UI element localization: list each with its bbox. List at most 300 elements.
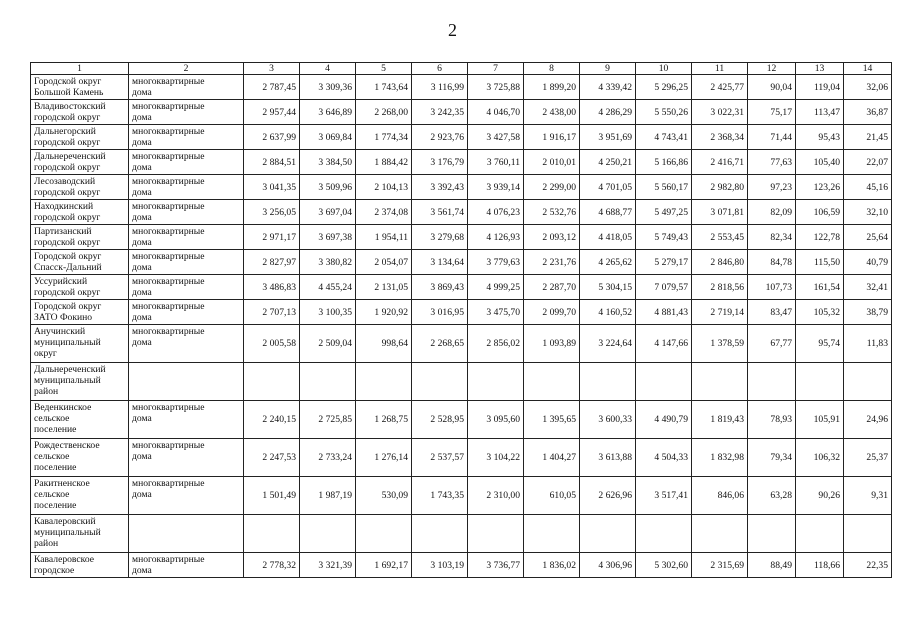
value-cell: 2 537,57 [412, 439, 468, 477]
value-cell: 2 827,97 [244, 250, 300, 275]
value-cell: 5 560,17 [636, 175, 692, 200]
value-cell: 3 736,77 [468, 553, 524, 578]
value-cell: 4 250,21 [580, 150, 636, 175]
municipality-name-cell [31, 200, 129, 225]
value-cell: 67,77 [748, 325, 796, 363]
municipality-name-line: городской округ [34, 137, 101, 148]
table-row [31, 175, 892, 200]
value-cell: 2 778,32 [244, 553, 300, 578]
value-cell: 5 166,86 [636, 150, 692, 175]
housing-type-line: дома [132, 212, 152, 223]
value-cell: 3 022,31 [692, 100, 748, 125]
value-cell: 78,93 [748, 401, 796, 439]
value-cell: 3 646,89 [300, 100, 356, 125]
value-cell: 32,41 [844, 275, 892, 300]
housing-type-line: дома [132, 451, 152, 462]
housing-type-cell [129, 100, 244, 125]
value-cell: 1 692,17 [356, 553, 412, 578]
value-cell: 119,04 [796, 75, 844, 100]
value-cell: 2 982,80 [692, 175, 748, 200]
housing-type-line: многоквартирные [132, 226, 205, 237]
housing-type-cell [129, 439, 244, 477]
value-cell: 4 701,05 [580, 175, 636, 200]
value-cell: 3 279,68 [412, 225, 468, 250]
value-cell: 3 071,81 [692, 200, 748, 225]
municipality-name-line: Кавалеровское [34, 554, 94, 565]
housing-type-line: дома [132, 312, 152, 323]
table-row [31, 225, 892, 250]
value-cell: 3 869,43 [412, 275, 468, 300]
value-cell [300, 363, 356, 401]
value-cell: 998,64 [356, 325, 412, 363]
value-cell: 3 779,63 [468, 250, 524, 275]
value-cell: 97,23 [748, 175, 796, 200]
housing-type-cell [129, 125, 244, 150]
value-cell: 1 832,98 [692, 439, 748, 477]
value-cell: 1 774,34 [356, 125, 412, 150]
housing-type-line: многоквартирные [132, 301, 205, 312]
municipality-name-line: ЗАТО Фокино [34, 312, 93, 323]
value-cell: 2 707,13 [244, 300, 300, 325]
municipality-name-line: поселение [34, 424, 77, 435]
table-row [31, 100, 892, 125]
housing-type-line: дома [132, 187, 152, 198]
value-cell: 3 100,35 [300, 300, 356, 325]
value-cell: 2 240,15 [244, 401, 300, 439]
municipality-name-line: городской округ [34, 162, 101, 173]
value-cell: 4 306,96 [580, 553, 636, 578]
housing-type-line: дома [132, 87, 152, 98]
value-cell: 90,26 [796, 477, 844, 515]
value-cell: 105,40 [796, 150, 844, 175]
value-cell: 2 099,70 [524, 300, 580, 325]
value-cell: 5 497,25 [636, 200, 692, 225]
value-cell: 2 416,71 [692, 150, 748, 175]
value-cell: 3 427,58 [468, 125, 524, 150]
column-number: 2 [129, 63, 244, 75]
value-cell: 610,05 [524, 477, 580, 515]
municipality-name-line: Рождественское [34, 440, 100, 451]
housing-type-line: дома [132, 262, 152, 273]
value-cell: 38,79 [844, 300, 892, 325]
value-cell: 4 743,41 [636, 125, 692, 150]
value-cell: 1 743,35 [412, 477, 468, 515]
value-cell: 3 256,05 [244, 200, 300, 225]
value-cell: 3 939,14 [468, 175, 524, 200]
value-cell: 7 079,57 [636, 275, 692, 300]
housing-type-line: многоквартирные [132, 151, 205, 162]
value-cell: 3 104,22 [468, 439, 524, 477]
housing-type-line: многоквартирные [132, 126, 205, 137]
value-cell: 2 719,14 [692, 300, 748, 325]
value-cell: 4 688,77 [580, 200, 636, 225]
table-row [31, 300, 892, 325]
housing-type-cell [129, 553, 244, 578]
value-cell: 105,91 [796, 401, 844, 439]
municipality-name-line: городское [34, 565, 75, 576]
value-cell: 2 268,00 [356, 100, 412, 125]
housing-type-line: многоквартирные [132, 478, 205, 489]
column-number-row [31, 63, 892, 75]
housing-type-cell [129, 150, 244, 175]
housing-type-cell [129, 363, 244, 401]
municipality-name-cell [31, 150, 129, 175]
value-cell: 3 697,04 [300, 200, 356, 225]
value-cell: 3 242,35 [412, 100, 468, 125]
column-number: 11 [692, 63, 748, 75]
municipality-name-line: сельское [34, 489, 70, 500]
municipality-name-cell [31, 515, 129, 553]
value-cell: 71,44 [748, 125, 796, 150]
municipality-name-line: Кавалеровский [34, 516, 96, 527]
value-cell: 2 093,12 [524, 225, 580, 250]
value-cell: 95,43 [796, 125, 844, 150]
value-cell: 21,45 [844, 125, 892, 150]
table-row [31, 75, 892, 100]
value-cell [636, 363, 692, 401]
value-cell: 3 041,35 [244, 175, 300, 200]
value-cell [412, 515, 468, 553]
value-cell: 2 725,85 [300, 401, 356, 439]
municipality-name-line: сельское [34, 413, 70, 424]
value-cell: 1 268,75 [356, 401, 412, 439]
value-cell: 105,32 [796, 300, 844, 325]
value-cell: 83,47 [748, 300, 796, 325]
value-cell: 4 881,43 [636, 300, 692, 325]
value-cell: 2 425,77 [692, 75, 748, 100]
municipality-name-line: Спасск-Дальний [34, 262, 102, 273]
column-number: 7 [468, 63, 524, 75]
value-cell: 2 299,00 [524, 175, 580, 200]
housing-type-line: дома [132, 413, 152, 424]
value-cell [748, 515, 796, 553]
housing-type-cell [129, 515, 244, 553]
housing-type-line: многоквартирные [132, 201, 205, 212]
housing-type-line: многоквартирные [132, 101, 205, 112]
column-number: 4 [300, 63, 356, 75]
value-cell: 2 626,96 [580, 477, 636, 515]
municipality-name-line: округ [34, 348, 57, 359]
value-cell: 3 760,11 [468, 150, 524, 175]
housing-type-cell [129, 250, 244, 275]
value-cell [468, 515, 524, 553]
municipality-name-line: Дальнереченский [34, 364, 106, 375]
value-cell [356, 363, 412, 401]
value-cell: 4 160,52 [580, 300, 636, 325]
value-cell: 5 304,15 [580, 275, 636, 300]
table-row [31, 200, 892, 225]
value-cell: 45,16 [844, 175, 892, 200]
value-cell: 2 957,44 [244, 100, 300, 125]
housing-type-cell [129, 200, 244, 225]
municipality-name-line: поселение [34, 500, 77, 511]
housing-type-cell [129, 275, 244, 300]
municipality-name-cell [31, 300, 129, 325]
value-cell: 3 116,99 [412, 75, 468, 100]
value-cell: 4 455,24 [300, 275, 356, 300]
value-cell: 1 954,11 [356, 225, 412, 250]
value-cell [580, 515, 636, 553]
table-row [31, 325, 892, 363]
value-cell: 2 054,07 [356, 250, 412, 275]
column-number: 8 [524, 63, 580, 75]
value-cell: 3 134,64 [412, 250, 468, 275]
value-cell: 2 268,65 [412, 325, 468, 363]
value-cell [468, 363, 524, 401]
municipality-name-line: Городской округ [34, 76, 102, 87]
value-cell: 82,34 [748, 225, 796, 250]
housing-type-line: дома [132, 337, 152, 348]
value-cell: 3 176,79 [412, 150, 468, 175]
value-cell: 2 104,13 [356, 175, 412, 200]
value-cell [692, 363, 748, 401]
municipality-name-line: городской округ [34, 212, 101, 223]
table-row [31, 401, 892, 439]
housing-type-line: многоквартирные [132, 402, 205, 413]
value-cell: 3 600,33 [580, 401, 636, 439]
municipality-name-line: район [34, 538, 59, 549]
value-cell: 3 321,39 [300, 553, 356, 578]
value-cell [844, 363, 892, 401]
municipality-name-line: Дальнегорский [34, 126, 96, 137]
housing-type-line: дома [132, 237, 152, 248]
municipality-name-line: городской округ [34, 287, 101, 298]
value-cell: 90,04 [748, 75, 796, 100]
value-cell: 2 368,34 [692, 125, 748, 150]
value-cell: 5 279,17 [636, 250, 692, 275]
column-number: 5 [356, 63, 412, 75]
municipality-name-cell [31, 275, 129, 300]
value-cell: 118,66 [796, 553, 844, 578]
value-cell: 1 916,17 [524, 125, 580, 150]
value-cell: 82,09 [748, 200, 796, 225]
value-cell: 1 378,59 [692, 325, 748, 363]
value-cell: 2 971,17 [244, 225, 300, 250]
housing-type-cell [129, 401, 244, 439]
municipality-name-line: Находкинский [34, 201, 94, 212]
value-cell: 3 475,70 [468, 300, 524, 325]
table-row [31, 125, 892, 150]
housing-type-line: многоквартирные [132, 554, 205, 565]
value-cell: 5 550,26 [636, 100, 692, 125]
value-cell: 2 005,58 [244, 325, 300, 363]
value-cell: 1 884,42 [356, 150, 412, 175]
value-cell: 1 899,20 [524, 75, 580, 100]
municipality-name-line: муниципальный [34, 375, 101, 386]
value-cell: 1 819,43 [692, 401, 748, 439]
value-cell: 4 046,70 [468, 100, 524, 125]
value-cell: 106,59 [796, 200, 844, 225]
value-cell: 1 276,14 [356, 439, 412, 477]
value-cell: 3 224,64 [580, 325, 636, 363]
municipality-name-line: городской округ [34, 112, 101, 123]
value-cell: 84,78 [748, 250, 796, 275]
value-cell [356, 515, 412, 553]
municipality-name-line: Большой Камень [34, 87, 104, 98]
value-cell: 2 733,24 [300, 439, 356, 477]
value-cell: 3 384,50 [300, 150, 356, 175]
value-cell: 4 126,93 [468, 225, 524, 250]
municipality-name-cell [31, 553, 129, 578]
municipality-name-cell [31, 477, 129, 515]
municipality-name-line: Веденкинское [34, 402, 92, 413]
value-cell: 3 380,82 [300, 250, 356, 275]
value-cell: 1 743,64 [356, 75, 412, 100]
table-row [31, 477, 892, 515]
value-cell: 1 501,49 [244, 477, 300, 515]
housing-type-line: многоквартирные [132, 251, 205, 262]
housing-type-line: дома [132, 489, 152, 500]
value-cell: 1 093,89 [524, 325, 580, 363]
municipality-name-cell [31, 401, 129, 439]
value-cell: 36,87 [844, 100, 892, 125]
municipality-name-line: муниципальный [34, 337, 101, 348]
table-row [31, 515, 892, 553]
column-number: 14 [844, 63, 892, 75]
value-cell: 846,06 [692, 477, 748, 515]
value-cell: 106,32 [796, 439, 844, 477]
value-cell: 5 749,43 [636, 225, 692, 250]
value-cell: 4 418,05 [580, 225, 636, 250]
value-cell: 5 296,25 [636, 75, 692, 100]
value-cell: 4 286,29 [580, 100, 636, 125]
value-cell: 1 920,92 [356, 300, 412, 325]
housing-type-cell [129, 325, 244, 363]
value-cell [244, 515, 300, 553]
housing-type-line: многоквартирные [132, 326, 205, 337]
value-cell: 88,49 [748, 553, 796, 578]
housing-type-line: дома [132, 162, 152, 173]
municipality-name-line: Дальнереченский [34, 151, 106, 162]
column-number: 12 [748, 63, 796, 75]
value-cell: 4 076,23 [468, 200, 524, 225]
value-cell [300, 515, 356, 553]
value-cell: 3 103,19 [412, 553, 468, 578]
value-cell: 1 404,27 [524, 439, 580, 477]
column-number: 6 [412, 63, 468, 75]
value-cell: 25,37 [844, 439, 892, 477]
table-row [31, 150, 892, 175]
value-cell: 530,09 [356, 477, 412, 515]
value-cell: 2 231,76 [524, 250, 580, 275]
value-cell: 1 836,02 [524, 553, 580, 578]
table-body [31, 63, 892, 578]
value-cell: 3 069,84 [300, 125, 356, 150]
municipality-name-line: Партизанский [34, 226, 92, 237]
housing-type-cell [129, 300, 244, 325]
municipality-name-cell [31, 75, 129, 100]
value-cell: 3 509,96 [300, 175, 356, 200]
value-cell: 2 884,51 [244, 150, 300, 175]
value-cell: 3 517,41 [636, 477, 692, 515]
municipality-name-line: Городской округ [34, 251, 102, 262]
table-row [31, 439, 892, 477]
value-cell: 75,17 [748, 100, 796, 125]
value-cell: 123,26 [796, 175, 844, 200]
column-number: 10 [636, 63, 692, 75]
value-cell: 2 787,45 [244, 75, 300, 100]
value-cell: 4 265,62 [580, 250, 636, 275]
value-cell: 11,83 [844, 325, 892, 363]
value-cell: 22,35 [844, 553, 892, 578]
value-cell: 2 287,70 [524, 275, 580, 300]
value-cell: 3 697,38 [300, 225, 356, 250]
value-cell: 3 392,43 [412, 175, 468, 200]
value-cell: 24,96 [844, 401, 892, 439]
value-cell: 2 553,45 [692, 225, 748, 250]
value-cell: 4 999,25 [468, 275, 524, 300]
value-cell: 95,74 [796, 325, 844, 363]
value-cell [636, 515, 692, 553]
housing-type-line: многоквартирные [132, 76, 205, 87]
housing-type-cell [129, 75, 244, 100]
housing-type-line: дома [132, 112, 152, 123]
value-cell [580, 363, 636, 401]
value-cell: 4 490,79 [636, 401, 692, 439]
value-cell [844, 515, 892, 553]
value-cell [748, 363, 796, 401]
housing-type-line: дома [132, 137, 152, 148]
value-cell: 3 016,95 [412, 300, 468, 325]
table-row [31, 250, 892, 275]
value-cell [412, 363, 468, 401]
value-cell: 4 504,33 [636, 439, 692, 477]
housing-type-line: дома [132, 565, 152, 576]
housing-type-cell [129, 477, 244, 515]
value-cell: 5 302,60 [636, 553, 692, 578]
housing-type-line: многоквартирные [132, 440, 205, 451]
column-number: 1 [31, 63, 129, 75]
value-cell: 122,78 [796, 225, 844, 250]
value-cell: 1 395,65 [524, 401, 580, 439]
value-cell: 3 561,74 [412, 200, 468, 225]
value-cell: 115,50 [796, 250, 844, 275]
municipality-name-cell [31, 100, 129, 125]
municipality-name-line: Уссурийский [34, 276, 88, 287]
municipality-name-line: муниципальный [34, 527, 101, 538]
value-cell [796, 515, 844, 553]
value-cell: 2 818,56 [692, 275, 748, 300]
value-cell: 2 532,76 [524, 200, 580, 225]
municipality-name-line: сельское [34, 451, 70, 462]
data-table [30, 62, 892, 578]
value-cell: 161,54 [796, 275, 844, 300]
housing-type-line: многоквартирные [132, 176, 205, 187]
housing-type-cell [129, 175, 244, 200]
municipality-name-line: городской округ [34, 237, 101, 248]
value-cell: 2 374,08 [356, 200, 412, 225]
column-number: 13 [796, 63, 844, 75]
municipality-name-line: поселение [34, 462, 77, 473]
municipality-name-cell [31, 250, 129, 275]
value-cell: 63,28 [748, 477, 796, 515]
housing-type-line: дома [132, 287, 152, 298]
value-cell: 2 010,01 [524, 150, 580, 175]
value-cell [524, 363, 580, 401]
value-cell: 3 613,88 [580, 439, 636, 477]
municipality-name-cell [31, 225, 129, 250]
column-number: 9 [580, 63, 636, 75]
value-cell: 2 856,02 [468, 325, 524, 363]
municipality-name-line: Ракитненское [34, 478, 90, 489]
value-cell: 3 486,83 [244, 275, 300, 300]
municipality-name-line: Лесозаводский [34, 176, 96, 187]
value-cell [244, 363, 300, 401]
value-cell: 77,63 [748, 150, 796, 175]
value-cell: 2 509,04 [300, 325, 356, 363]
value-cell: 4 147,66 [636, 325, 692, 363]
value-cell: 3 951,69 [580, 125, 636, 150]
